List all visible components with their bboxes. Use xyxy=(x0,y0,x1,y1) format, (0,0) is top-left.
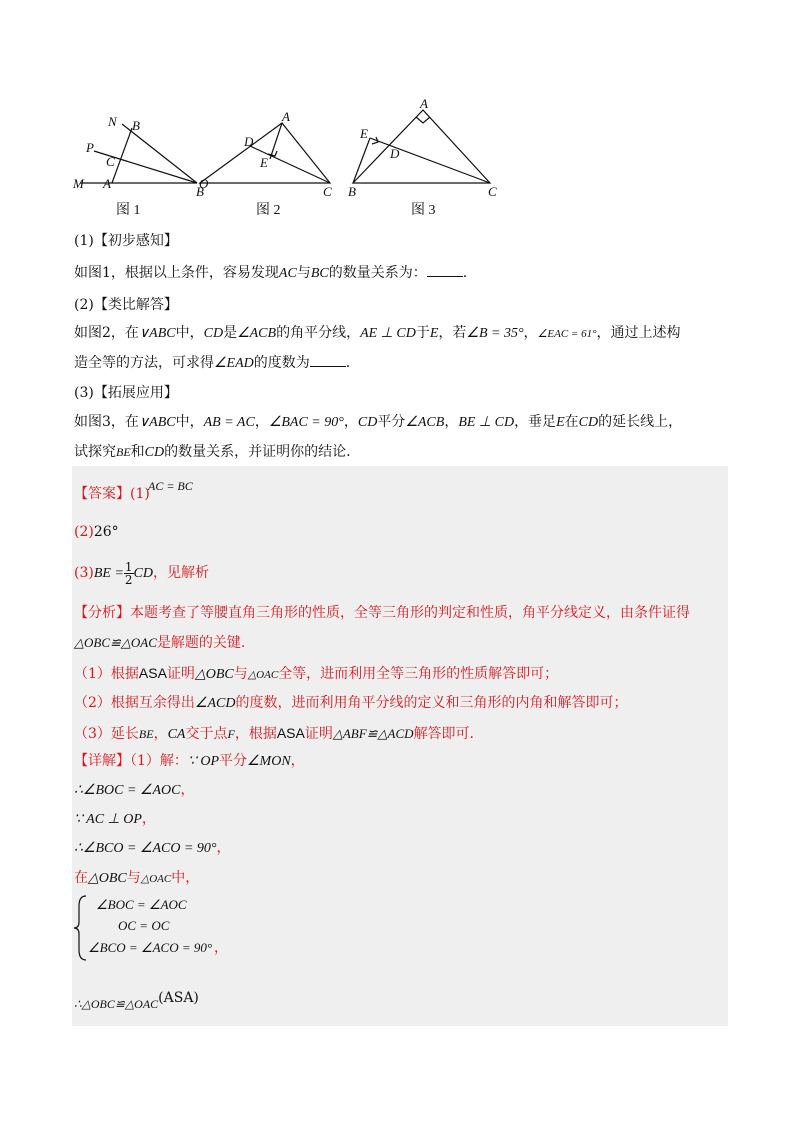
analysis-line-2 xyxy=(74,633,245,653)
analysis-t1: 本题考查了等腰直角三角形的性质，全等三角形的判定和性质，角平分线定义，由条件证得 xyxy=(130,605,690,621)
q2-h: ，通过上述构 xyxy=(596,325,681,341)
geometry-figures xyxy=(70,96,530,221)
detail-concl-asa: (ASA) xyxy=(158,990,199,1006)
q2-math-perp: AE ⊥ CD xyxy=(360,326,416,341)
detail-l1d: ， xyxy=(290,753,305,769)
analysis-label: 【分析】 xyxy=(74,605,130,621)
q3-h: 在 xyxy=(564,414,579,430)
fig3-label-d: D xyxy=(390,146,400,161)
answer-3-lhs: BE = xyxy=(93,566,124,581)
analysis-s3b: ， xyxy=(153,726,168,742)
fig3-caption: 图 3 xyxy=(411,203,436,218)
fig1-label-n: N xyxy=(108,114,117,129)
q3-heading: (3)【拓展应用】 xyxy=(74,385,178,401)
detail-l5-m1: △OBC xyxy=(88,871,127,886)
detail-intro: （1）解： xyxy=(130,753,188,769)
q1-text-a: 如图1，根据以上条件，容易发现 xyxy=(74,265,279,281)
system-eq-2: OC = OC xyxy=(118,918,170,933)
q3-a: 如图3，在 xyxy=(74,414,139,430)
q2-line1 xyxy=(74,323,681,344)
q2-d: 的角平分线， xyxy=(276,325,361,341)
analysis-t2: 是解题的关键. xyxy=(156,635,246,651)
detail-l1: ∵ OP xyxy=(187,754,219,769)
detail-line-5 xyxy=(74,868,199,889)
detail-line-2 xyxy=(74,780,194,801)
analysis-s3-m2: CA xyxy=(167,727,186,742)
answer-3-rhs: CD xyxy=(133,566,153,581)
q2-math-b: ∠B = 35° xyxy=(466,326,524,341)
detail-l1b: 平分 xyxy=(219,753,247,769)
q3-line2c: 的数量关系，并证明你的结论. xyxy=(164,444,351,460)
q2-line2a: 造全等的方法，可求得 xyxy=(74,355,214,371)
q2-heading: (2)【类比解答】 xyxy=(74,297,178,313)
detail-concl: ∴△OBC≌△OAC xyxy=(74,997,159,1011)
analysis-s1b: 证明 xyxy=(166,666,195,682)
detail-l3b: ， xyxy=(141,811,156,827)
detail-l2b: ， xyxy=(180,782,195,798)
answer-3-tail: ，见解析 xyxy=(153,565,209,581)
q3-math-be: BE xyxy=(116,445,131,459)
analysis-step-2 xyxy=(74,693,627,714)
detail-l4b: ， xyxy=(216,840,231,856)
q3-math-perp: BE ⊥ CD xyxy=(458,415,515,430)
detail-l5a: 在 xyxy=(74,870,88,886)
analysis-s3-m1: BE xyxy=(138,727,154,741)
q1-math-ac: AC xyxy=(278,266,297,281)
detail-conclusion xyxy=(74,990,199,1014)
figure-row xyxy=(70,96,530,221)
fig2-label-c: C xyxy=(323,184,332,199)
q3-b: 中， xyxy=(175,414,204,430)
fig3-label-c: C xyxy=(488,184,497,199)
answer-line-3 xyxy=(74,560,209,586)
q1-heading: (1)【初步感知】 xyxy=(74,233,178,249)
detail-line-3 xyxy=(74,809,156,830)
fig1-label-p: P xyxy=(86,140,94,155)
q1-math-bc: BC xyxy=(310,266,329,281)
q2-a: 如图2，在 xyxy=(74,325,139,341)
q3-math-tri: ∨ABC xyxy=(138,415,176,430)
fig2-label-a: A xyxy=(282,109,290,124)
q2-e: 于 xyxy=(415,325,430,341)
analysis-step-3 xyxy=(74,723,474,745)
fig1-label-b: B xyxy=(132,118,140,133)
q3-math-e: E xyxy=(556,415,565,430)
q3-g: ，垂足 xyxy=(514,414,557,430)
fig1-caption: 图 1 xyxy=(116,203,141,218)
fig1-label-c: C xyxy=(106,154,115,169)
fraction-denominator: 2 xyxy=(124,572,133,587)
q3-math-ang: ∠BAC = 90° xyxy=(268,415,344,430)
fig2-caption: 图 2 xyxy=(256,203,281,218)
answer-3-fraction xyxy=(124,561,134,586)
q3-c: ， xyxy=(254,414,269,430)
answer-p1: (1) xyxy=(130,486,150,502)
q3-math-cd: CD xyxy=(357,415,378,430)
fig1-label-o: O xyxy=(199,176,209,191)
q1-text-b: 与 xyxy=(296,265,311,281)
q2-line2b: 的度数为 xyxy=(253,355,310,371)
fig3-label-b: B xyxy=(348,184,356,199)
q2-line2 xyxy=(74,353,350,374)
answer-1-value: AC = BC xyxy=(148,479,193,493)
system-eq-3: ∠BCO = ∠ACO = 90° xyxy=(88,940,213,955)
q3-d: ， xyxy=(343,414,358,430)
analysis-line-1 xyxy=(74,603,690,623)
q3-f: ， xyxy=(444,414,459,430)
q3-math-cd2: CD xyxy=(578,415,599,430)
analysis-step-1 xyxy=(74,663,558,685)
q2-c: 是 xyxy=(223,325,238,341)
q3-i: 的延长线上， xyxy=(598,414,683,430)
answer-line-2 xyxy=(74,522,119,542)
answer-line-1 xyxy=(74,484,150,504)
analysis-s3c: 交于点 xyxy=(185,726,228,742)
q1-text xyxy=(74,263,467,284)
analysis-congruence: △OBC≌△OAC xyxy=(74,635,157,650)
detail-line-1 xyxy=(74,751,305,772)
detail-l1c: ∠MON xyxy=(247,754,291,769)
fig1-label-m: M xyxy=(73,176,84,191)
q2-math-ead: ∠EAD xyxy=(214,356,254,371)
q2-end: . xyxy=(345,355,351,371)
detail-label: 【详解】 xyxy=(74,753,130,769)
detail-l2: ∴∠BOC = ∠AOC xyxy=(74,783,181,798)
analysis-s1-m1: △OBC xyxy=(194,667,234,682)
fig2-label-d: D xyxy=(244,134,254,149)
q2-b: 中， xyxy=(175,325,204,341)
figure-3 xyxy=(353,110,490,183)
system-tail: ， xyxy=(214,940,228,956)
q3-math-cd3: CD xyxy=(144,445,165,460)
q2-math-cd: CD xyxy=(203,326,224,341)
analysis-s3f: 解答即可. xyxy=(413,726,475,742)
q2-math-e: E xyxy=(429,326,439,341)
q2-answer-blank xyxy=(310,354,346,367)
q3-math-acb: ∠ACB xyxy=(405,415,445,430)
q3-line2b: 和 xyxy=(130,444,145,460)
q3-line2 xyxy=(74,442,351,463)
analysis-s3e: 证明 xyxy=(304,726,333,742)
q2-g: ， xyxy=(523,325,538,341)
q3-line2a: 试探究 xyxy=(74,444,116,460)
detail-line-4 xyxy=(74,838,231,859)
analysis-s3a: （3）延长 xyxy=(74,726,139,742)
analysis-s3-m3: F xyxy=(227,727,235,741)
fig3-label-e: E xyxy=(360,126,368,141)
q3-math-eq: AB = AC xyxy=(203,415,255,430)
system-eq-1: ∠BOC = ∠AOC xyxy=(96,897,187,912)
q3-line1 xyxy=(74,412,682,433)
fig2-label-e: E xyxy=(260,155,268,170)
figure-2 xyxy=(200,123,330,183)
q3-e: 平分 xyxy=(377,414,406,430)
q2-math-eac: ∠EAC = 61° xyxy=(537,328,597,340)
detail-l4: ∴∠BCO = ∠ACO = 90° xyxy=(74,841,217,856)
analysis-s2b: 的度数，进而利用角平分线的定义和三角形的内角和解答即可； xyxy=(235,695,628,711)
detail-l5b: 与 xyxy=(126,870,141,886)
fig2-label-b: B xyxy=(196,184,204,199)
q2-f: ，若 xyxy=(438,325,467,341)
fraction-numerator: 1 xyxy=(124,559,133,574)
q1-text-c: 的数量关系为： xyxy=(328,265,427,281)
detail-l3: ∵ AC ⊥ OP xyxy=(74,812,142,827)
analysis-s3-m4: △ABF≌△ACD xyxy=(332,726,414,741)
analysis-s1c: 与 xyxy=(233,666,248,682)
analysis-s2-m: ∠ACD xyxy=(194,696,236,711)
analysis-s1-m2: △OAC xyxy=(247,669,279,681)
q1-end: . xyxy=(462,265,468,281)
answer-p3: (3) xyxy=(74,565,94,581)
q1-answer-blank xyxy=(427,264,463,277)
analysis-s1d: 全等，进而利用全等三角形的性质解答即可； xyxy=(278,666,559,682)
analysis-s3-asa: ASA xyxy=(276,725,305,741)
detail-l5-m2: △OAC xyxy=(140,873,172,885)
analysis-s3d: ，根据 xyxy=(234,726,277,742)
q2-math-acb: ∠ACB xyxy=(237,326,277,341)
answer-2-value: 26° xyxy=(93,524,119,540)
analysis-s1a: （1）根据 xyxy=(74,666,139,682)
q2-math-tri: ∨ABC xyxy=(138,326,176,341)
detail-l5c: 中， xyxy=(171,870,200,886)
fig3-label-a: A xyxy=(420,96,428,111)
analysis-s1-asa: ASA xyxy=(138,665,167,681)
answer-p2: (2) xyxy=(74,524,94,540)
answer-label: 【答案】 xyxy=(74,486,130,502)
analysis-s2a: （2）根据互余得出 xyxy=(74,695,195,711)
fig1-label-a: A xyxy=(103,176,111,191)
